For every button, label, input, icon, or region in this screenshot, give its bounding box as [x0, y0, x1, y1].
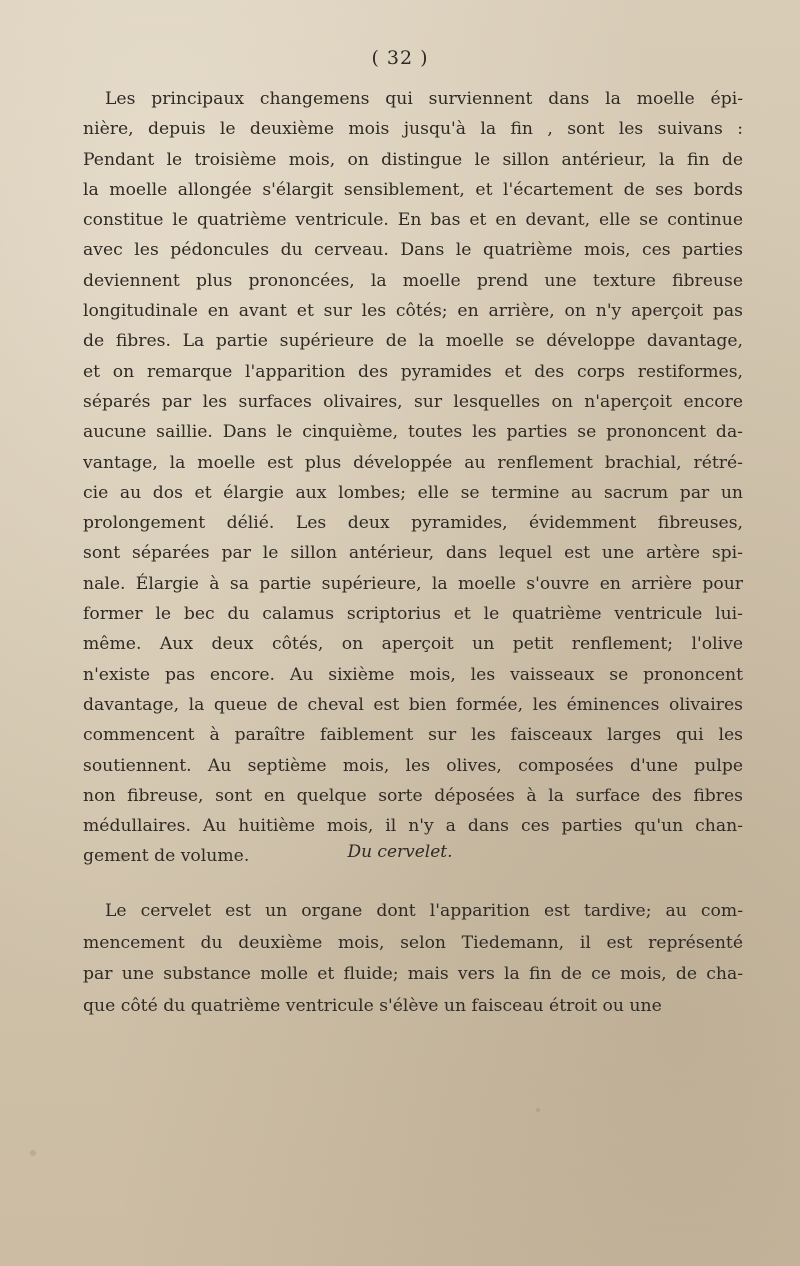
- paper-stain: [536, 1108, 540, 1112]
- text-line: Le cervelet est un organe dont l'apparition est tardive; au com-: [105, 901, 743, 921]
- text-line: constitue le quatrième ventricule. En bas et en devant, elle se continue: [83, 210, 743, 231]
- text-line: cie au dos et élargie aux lombes; elle se termine au sacrum par un: [83, 482, 743, 503]
- page-number: ( 32 ): [371, 47, 429, 69]
- text-line: longitudinale en avant et sur les côtés; en arrière, on n'y aperçoit pas: [83, 301, 743, 322]
- text-line: même. Aux deux côtés, on aperçoit un petit renflement; l'olive: [83, 634, 743, 655]
- text-line: séparés par les surfaces olivaires, sur lesquelles on n'aperçoit encore: [83, 391, 743, 412]
- text-line: vantage, la moelle est plus développée au renflement brachial, rétré-: [83, 452, 743, 473]
- text-line: Les principaux changemens qui surviennent dans la moelle épi-: [105, 89, 743, 109]
- text-line: davantage, la queue de cheval est bien formée, les éminences olivaires: [83, 694, 743, 715]
- text-line: aucune saillie. Dans le cinquième, toutes les parties se prononcent da-: [83, 422, 743, 443]
- text-line: par une substance molle et fluide; mais vers la fin de ce mois, de cha-: [83, 964, 743, 984]
- paragraph-cerebellum: [83, 896, 743, 1022]
- text-line: que côté du quatrième ventricule s'élève un faisceau étroit ou une: [83, 995, 662, 1016]
- text-line: sont séparées par le sillon antérieur, dans lequel est une artère spi-: [83, 543, 743, 564]
- text-line: de fibres. La partie supérieure de la moelle se développe davantage,: [83, 331, 743, 352]
- text-line: soutiennent. Au septième mois, les olives, composées d'une pulpe: [83, 755, 743, 776]
- text-line: commencent à paraître faiblement sur les faisceaux larges qui les: [83, 725, 743, 746]
- text-line: la moelle allongée s'élargit sensiblement, et l'écartement de ses bords: [83, 179, 743, 200]
- text-line: former le bec du calamus scriptorius et le quatrième ventricule lui-: [83, 604, 743, 625]
- section-heading: Du cervelet.: [347, 842, 453, 862]
- text-line: avec les pédoncules du cerveau. Dans le quatrième mois, ces parties: [83, 240, 743, 261]
- text-line: gement de volume.: [83, 846, 250, 867]
- text-line: deviennent plus prononcées, la moelle prend une texture fibreuse: [83, 270, 743, 291]
- text-line: et on remarque l'apparition des pyramides et des corps restiformes,: [83, 361, 743, 382]
- text-line: médullaires. Au huitième mois, il n'y a dans ces parties qu'un chan-: [83, 816, 743, 837]
- text-line: non fibreuse, sont en quelque sorte déposées à la surface des fibres: [83, 785, 743, 806]
- text-line: mencement du deuxième mois, selon Tiedemann, il est représenté: [83, 932, 743, 953]
- paper-stain: [30, 1150, 36, 1156]
- paragraph-medulla-development: [83, 84, 743, 872]
- text-line: n'existe pas encore. Au sixième mois, les vaisseaux se prononcent: [83, 664, 743, 685]
- text-line: prolongement délié. Les deux pyramides, évidemment fibreuses,: [83, 513, 743, 534]
- text-line: Pendant le troisième mois, on distingue le sillon antérieur, la fin de: [83, 149, 743, 170]
- text-line: nale. Élargie à sa partie supérieure, la moelle s'ouvre en arrière pour: [83, 573, 743, 594]
- text-line: nière, depuis le deuxième mois jusqu'à la fin , sont les suivans :: [83, 119, 743, 140]
